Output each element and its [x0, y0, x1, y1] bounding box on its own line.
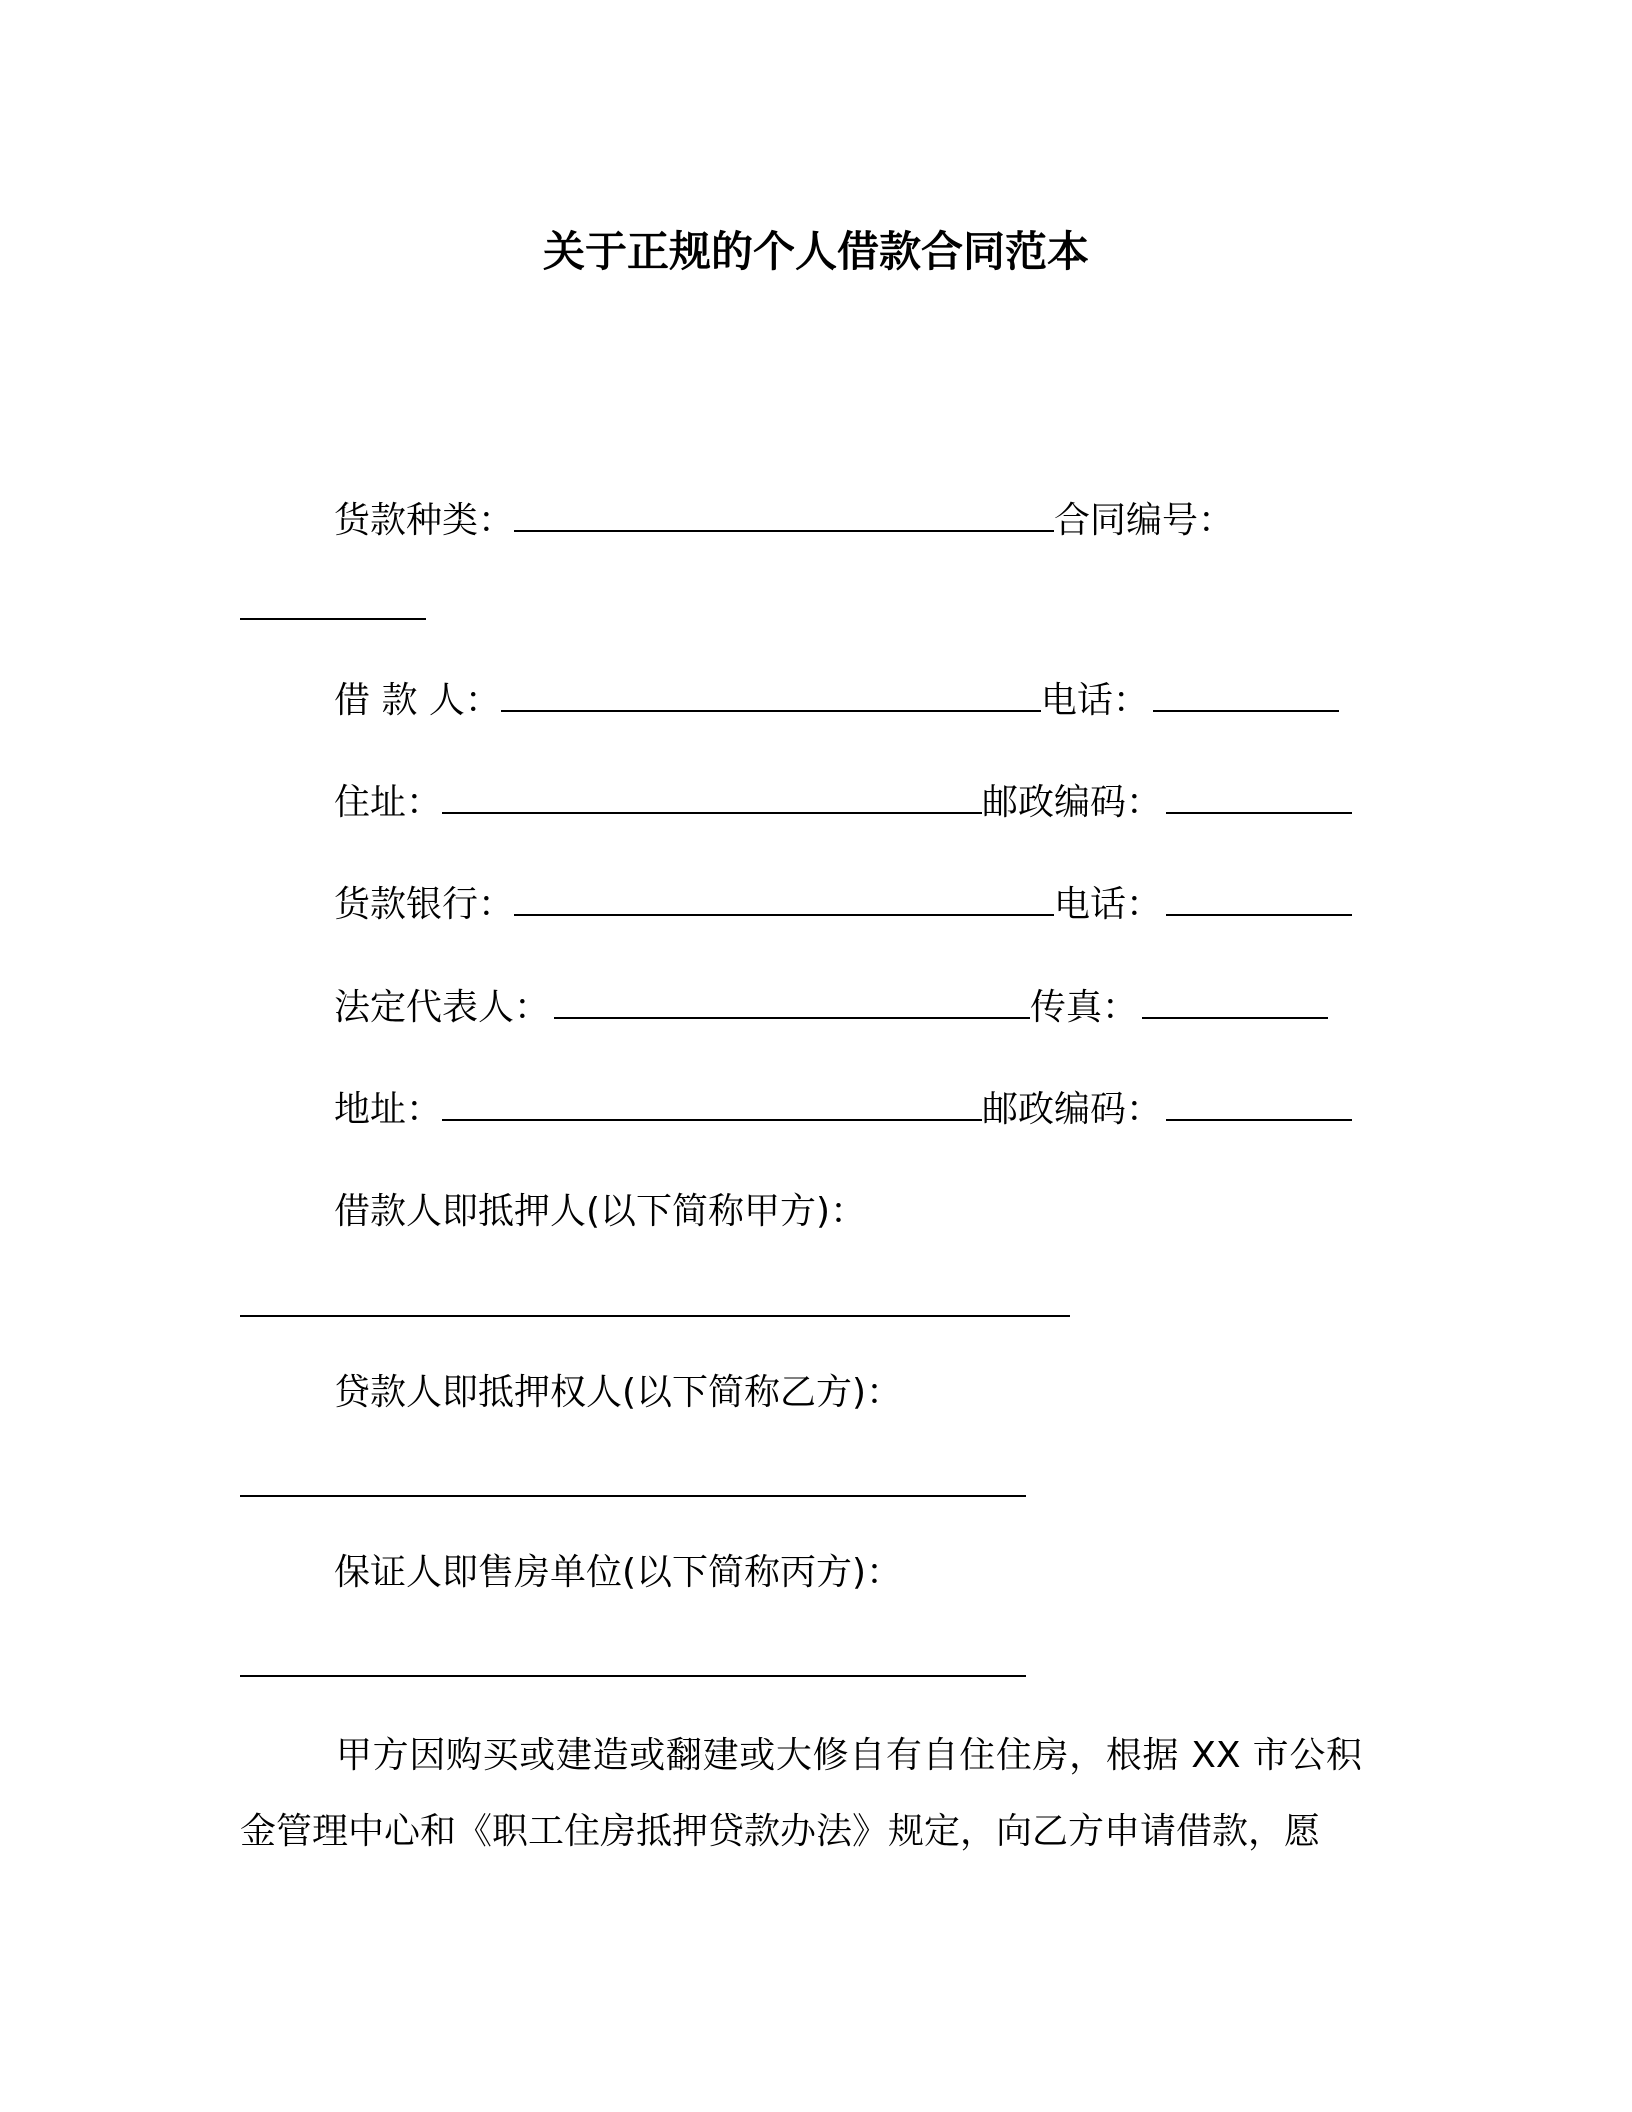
- party-c-label: 保证人即售房单位(以下简称丙方)：: [334, 1552, 903, 1593]
- bank-phone-blank[interactable]: [1166, 880, 1352, 916]
- document-title: 关于正规的个人借款合同范本: [542, 227, 1089, 276]
- address-postcode-label: 邮政编码：: [982, 782, 1163, 823]
- address-label: 住址：: [334, 782, 443, 823]
- bank-blank[interactable]: [514, 880, 1054, 916]
- bank-address-row: [334, 1085, 1352, 1135]
- borrower-phone-blank[interactable]: [1153, 676, 1339, 712]
- borrower-label: 借 款 人：: [334, 680, 501, 721]
- address-blank[interactable]: [442, 778, 982, 814]
- borrower-blank[interactable]: [501, 676, 1041, 712]
- legal-rep-row: [334, 983, 1328, 1033]
- bank-row: [334, 880, 1352, 930]
- borrower-row: [334, 676, 1339, 726]
- legal-rep-label: 法定代表人：: [334, 987, 551, 1028]
- bank-address-label: 地址：: [334, 1089, 443, 1130]
- bank-phone-label: 电话：: [1054, 884, 1163, 925]
- party-b-label: 贷款人即抵押权人(以下简称乙方)：: [334, 1372, 903, 1413]
- loan-type-label: 货款种类：: [334, 500, 515, 541]
- party-b-blank[interactable]: [240, 1495, 1026, 1497]
- bank-postcode-blank[interactable]: [1166, 1085, 1352, 1121]
- contract-no-blank[interactable]: [240, 618, 426, 620]
- loan-type-row: [334, 496, 1234, 546]
- party-a-label: 借款人即抵押人(以下简称甲方)：: [334, 1191, 867, 1232]
- party-a-blank[interactable]: [240, 1315, 1070, 1317]
- bank-label: 货款银行：: [334, 884, 515, 925]
- fax-label: 传真：: [1030, 987, 1139, 1028]
- loan-type-blank[interactable]: [514, 496, 1054, 532]
- address-row: [334, 778, 1352, 828]
- contract-no-label: 合同编号：: [1054, 500, 1235, 541]
- party-c-blank[interactable]: [240, 1675, 1026, 1677]
- legal-rep-blank[interactable]: [554, 983, 1030, 1019]
- bank-address-blank[interactable]: [442, 1085, 982, 1121]
- fax-blank[interactable]: [1142, 983, 1328, 1019]
- bank-postcode-label: 邮政编码：: [982, 1089, 1163, 1130]
- body-paragraph: 甲方因购买或建造或翻建或大修自有自住住房，根据 XX 市公积金管理中心和《职工住房抵押贷款办法》规定，向乙方申请借款，愿: [240, 1735, 1362, 1852]
- address-postcode-blank[interactable]: [1166, 778, 1352, 814]
- borrower-phone-label: 电话：: [1040, 680, 1149, 721]
